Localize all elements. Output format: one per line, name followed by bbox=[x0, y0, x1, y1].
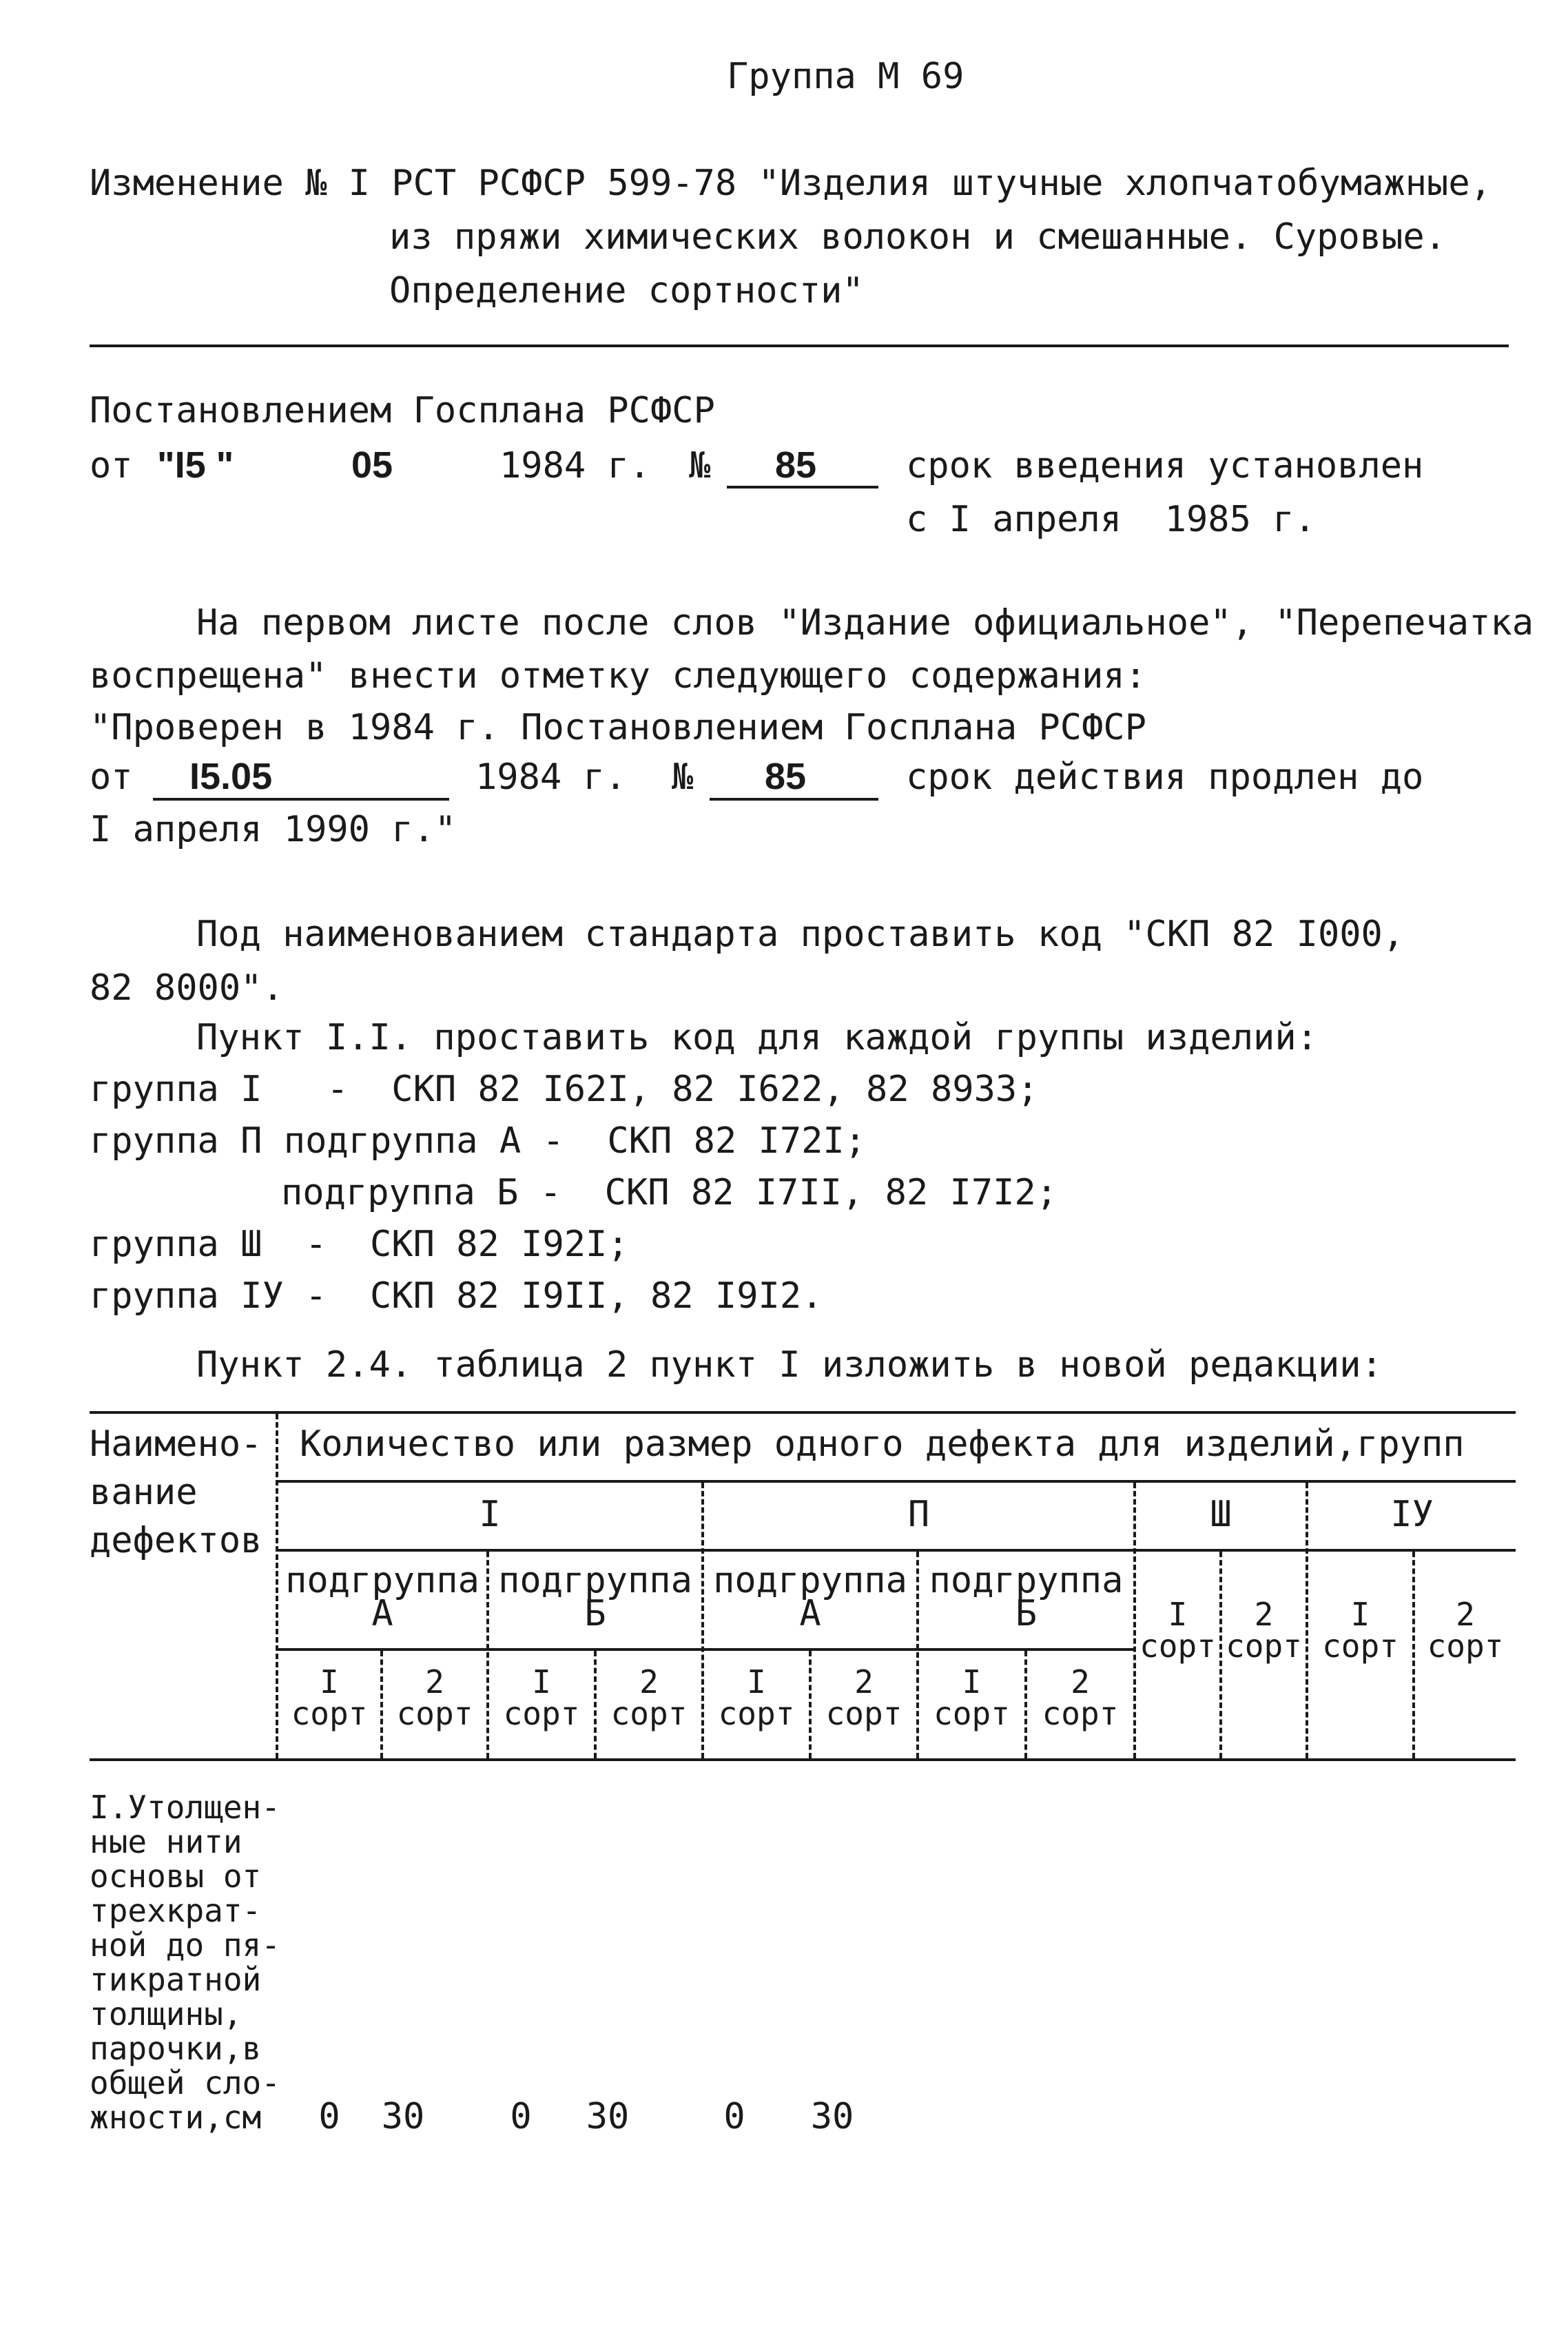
decree-year: 1984 г. bbox=[499, 445, 651, 486]
para3-group-4: группа IУ - СКП 82 I9II, 82 I9I2. bbox=[90, 1275, 823, 1317]
table-g1a-grade-2 bbox=[383, 1663, 486, 1732]
row1-name-7: толщины, bbox=[90, 1995, 243, 2033]
grade-number: I bbox=[532, 1663, 551, 1700]
para1-number-underline bbox=[710, 798, 878, 801]
table-subgroup-rule bbox=[276, 1549, 1516, 1552]
table-g4-grade-1 bbox=[1308, 1596, 1412, 1665]
grade-label: сорт bbox=[503, 1695, 580, 1732]
row1-value-g1a-2: 30 bbox=[381, 2096, 425, 2137]
decree-month: 05 bbox=[351, 444, 393, 486]
table-g3-grade-1 bbox=[1136, 1596, 1219, 1665]
grade-number: 2 bbox=[1456, 1596, 1475, 1633]
row1-name-8: парочки,в bbox=[90, 2030, 262, 2067]
table-g4-grade-2 bbox=[1415, 1596, 1516, 1665]
grade-number: 2 bbox=[425, 1663, 444, 1700]
title-line-3: Определение сортности" bbox=[389, 270, 864, 311]
table-g2b-grade-1 bbox=[919, 1663, 1024, 1732]
table-header-name-2: вание bbox=[90, 1472, 198, 1513]
row1-name-4: трехкрат- bbox=[90, 1892, 262, 1929]
grade-label: сорт bbox=[1427, 1627, 1504, 1665]
grade-number: 2 bbox=[1254, 1596, 1274, 1633]
grade-label: сорт bbox=[718, 1695, 795, 1732]
table-group-2: П bbox=[907, 1494, 930, 1535]
grade-label: сорт bbox=[1226, 1627, 1302, 1665]
table-group-rule bbox=[276, 1480, 1516, 1483]
para3-group-2: группа П подгруппа А - СКП 82 I72I; bbox=[90, 1120, 867, 1162]
title-line-2: из пряжи химических волокон и смешанные. Суровые. bbox=[389, 216, 1447, 258]
decree-line-1: Постановлением Госплана РСФСР bbox=[90, 390, 715, 431]
table-g2a-grade-2 bbox=[812, 1663, 916, 1732]
title-divider bbox=[90, 345, 1509, 347]
group-code: Группа М 69 bbox=[727, 56, 964, 97]
subgroup-letter: Б bbox=[584, 1593, 606, 1634]
decree-number-underline bbox=[727, 486, 878, 489]
row1-name-5: ной до пя- bbox=[90, 1926, 280, 1964]
subgroup-letter: Б bbox=[1015, 1593, 1038, 1634]
grade-label: сорт bbox=[396, 1695, 473, 1732]
table-g2-subgroup-a bbox=[704, 1560, 916, 1634]
row1-name-10: жности,см bbox=[90, 2099, 262, 2136]
row1-name-6: тикратной bbox=[90, 1961, 262, 1998]
subgroup-letter: А bbox=[799, 1593, 821, 1634]
table-g1b-grade-2 bbox=[597, 1663, 701, 1732]
decree-number-sign: № bbox=[689, 445, 711, 486]
decree-number: 85 bbox=[775, 444, 817, 486]
para1-year-number: 1984 bbox=[475, 757, 562, 798]
subgroup-label: подгруппа bbox=[498, 1560, 692, 1601]
para3-group-1: группа I - СКП 82 I62I, 82 I622, 82 8933; bbox=[90, 1069, 1039, 1110]
decree-ot: от bbox=[90, 445, 133, 486]
para3-group-3: группа Ш - СКП 82 I92I; bbox=[90, 1224, 629, 1265]
para2-line-1: Под наименованием стандарта проставить код "СКП 82 I000, bbox=[196, 914, 1405, 955]
grade-label: сорт bbox=[291, 1695, 368, 1732]
grade-number: I bbox=[747, 1663, 766, 1700]
grade-number: I bbox=[1168, 1596, 1188, 1633]
table-g1b-grade-1 bbox=[489, 1663, 594, 1732]
grade-number: I bbox=[1350, 1596, 1370, 1633]
row1-value-g1b-2: 30 bbox=[586, 2096, 630, 2137]
para1-line-3: "Проверен в 1984 г. Постановлением Госплана РСФСР bbox=[90, 707, 1147, 748]
table-header-name-3: дефектов bbox=[90, 1520, 262, 1561]
subgroup-label: подгруппа bbox=[285, 1560, 479, 1601]
row1-value-g1a-1: 0 bbox=[318, 2096, 340, 2137]
para1-ot: от bbox=[90, 757, 133, 798]
row1-name-9: общей сло- bbox=[90, 2064, 280, 2101]
table-header-name-1: Наимено- bbox=[90, 1423, 262, 1465]
table-header-quantity: Количество или размер одного дефекта для изделий,групп bbox=[300, 1423, 1465, 1465]
row1-value-g2a-1: 0 bbox=[723, 2096, 745, 2137]
title-line-1: Изменение № I РСТ РСФСР 599-78 "Изделия штучные хлопчатобумажные, bbox=[90, 163, 1492, 204]
table-group-4: IУ bbox=[1390, 1494, 1434, 1535]
para1-line-1: На первом листе после слов "Издание официальное", "Перепечатка bbox=[196, 602, 1534, 644]
table-header-bottom-rule bbox=[90, 1758, 1516, 1761]
grade-number: 2 bbox=[854, 1663, 874, 1700]
para1-line-2: воспрещена" внести отметку следующего содержания: bbox=[90, 655, 1147, 697]
grade-number: 2 bbox=[1071, 1663, 1090, 1700]
table-top-rule bbox=[90, 1411, 1516, 1414]
table-g1a-grade-1 bbox=[278, 1663, 380, 1732]
row1-name-3: основы от bbox=[90, 1858, 262, 1895]
grade-number: I bbox=[320, 1663, 339, 1700]
para1-term: срок действия продлен до bbox=[906, 757, 1424, 798]
para1-number-sign: № bbox=[672, 757, 694, 798]
decree-term: срок введения установлен bbox=[906, 445, 1424, 486]
table-grade-rule bbox=[276, 1648, 1133, 1651]
decree-day: "I5 " bbox=[157, 444, 234, 486]
para1-date-underline bbox=[153, 798, 449, 801]
para4-line-1: Пункт 2.4. таблица 2 пункт I изложить в новой редакции: bbox=[196, 1344, 1383, 1386]
table-g1-subgroup-b bbox=[489, 1560, 701, 1634]
para1-number: 85 bbox=[765, 756, 807, 797]
row1-name-1: I.Утолщен- bbox=[90, 1789, 280, 1826]
para2-line-2: 82 8000". bbox=[90, 967, 284, 1009]
table-g2a-grade-1 bbox=[704, 1663, 809, 1732]
subgroup-letter: А bbox=[371, 1593, 393, 1634]
table-group-3: Ш bbox=[1210, 1494, 1232, 1535]
table-g2-subgroup-b bbox=[919, 1560, 1133, 1634]
subgroup-label: подгруппа bbox=[929, 1560, 1124, 1601]
table-g3-grade-2 bbox=[1222, 1596, 1306, 1665]
table-g2b-grade-2 bbox=[1027, 1663, 1133, 1732]
para3-line-1: Пункт I.I. проставить код для каждой группы изделий: bbox=[196, 1017, 1318, 1058]
grade-label: сорт bbox=[1322, 1627, 1399, 1665]
para1-year bbox=[475, 757, 627, 798]
grade-number: 2 bbox=[639, 1663, 659, 1700]
para3-group-2b: подгруппа Б - СКП 82 I7II, 82 I7I2; bbox=[281, 1172, 1058, 1213]
table-group-1: I bbox=[479, 1494, 501, 1535]
para1-year-suffix: г. bbox=[561, 757, 627, 798]
decree-term-2: с I апреля 1985 г. bbox=[906, 499, 1316, 540]
para1-line-5: I апреля 1990 г." bbox=[90, 809, 457, 850]
subgroup-label: подгруппа bbox=[713, 1560, 907, 1601]
grade-label: сорт bbox=[1139, 1627, 1216, 1665]
grade-number: I bbox=[962, 1663, 982, 1700]
grade-label: сорт bbox=[1042, 1695, 1119, 1732]
para1-date: I5.05 bbox=[189, 756, 273, 797]
table-g1-subgroup-a bbox=[278, 1560, 486, 1634]
row1-value-g2a-2: 30 bbox=[810, 2096, 854, 2137]
row1-name-2: ные нити bbox=[90, 1823, 243, 1860]
grade-label: сорт bbox=[825, 1695, 902, 1732]
grade-label: сорт bbox=[933, 1695, 1010, 1732]
grade-label: сорт bbox=[610, 1695, 688, 1732]
row1-value-g1b-1: 0 bbox=[510, 2096, 532, 2137]
